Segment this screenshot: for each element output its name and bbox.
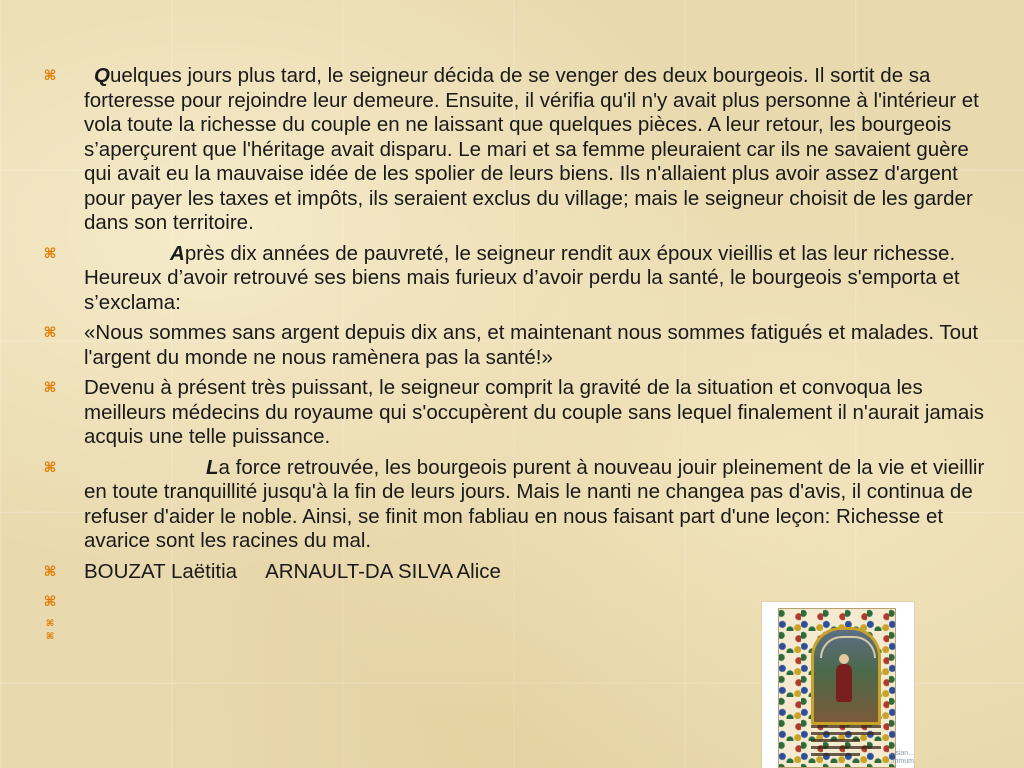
drop-initial: Q <box>94 64 110 87</box>
paragraph-4 <box>40 376 995 450</box>
paragraph-3 <box>40 321 995 370</box>
paragraph-1 <box>40 64 995 236</box>
bullet-icon: ⌘ <box>43 324 57 340</box>
bullet-icon: ⌘ <box>43 593 57 609</box>
bullet-icon: ⌘ <box>45 618 55 628</box>
manuscript-page <box>778 608 896 768</box>
bullet-icon: ⌘ <box>43 458 57 475</box>
bullet-list <box>40 64 995 644</box>
paragraph-text: Devenu à présent très puissant, le seigneur comprit la gravité de la situation et convoqua les meilleurs médecins du royaume qui s'occupèrent du couple sans lequel finalement il n'aurait jamais acquis une telle puissance. <box>84 376 985 448</box>
authors-line <box>40 560 995 585</box>
paragraph-5 <box>40 456 995 554</box>
paragraph-2 <box>40 242 995 316</box>
paragraph-text: uelques jours plus tard, le seigneur décida de se venger des deux bourgeois. Il sortit de sa forteresse pour rejoindre leur demeure. Ensuite, il vérifia qu'il n'y avait plus personne à l'intérieur et vola toute la richesse du couple en ne laissant que quelques pièces. A leur retour, les bourgeois s’aperçurent que l'héritage avait disparu. Le mari et sa femme pleuraient car ils ne savaient guère qui avait eu la mauvaise idée de les spolier de leurs biens. Ils n'allaient plus avoir assez d'argent pour payer les taxes et impôts, ils seraient exclus du village; mais le seigneur choisit de les garder dans son territoire. <box>84 64 979 234</box>
image-caption: ...sian... ...mmum <box>886 750 914 765</box>
drop-initial: A <box>170 241 185 265</box>
bullet-icon: ⌘ <box>43 562 57 579</box>
drop-initial: L <box>206 455 219 479</box>
miniature-painting <box>811 627 881 725</box>
bullet-icon: ⌘ <box>43 244 57 261</box>
paragraph-text: «Nous sommes sans argent depuis dix ans, et maintenant nous sommes fatigués et malades. Tout l'argent du monde ne nous ramènera pas la santé!» <box>84 321 979 369</box>
paragraph-text: près dix années de pauvreté, le seigneur rendit aux époux vieillis et las leur richesse. Heureux d’avoir retrouvé ses biens mais furieux d’avoir perdu la santé, le bourgeois s'emporta et s’exclama: <box>84 241 960 314</box>
bullet-icon: ⌘ <box>43 379 57 395</box>
author-1: BOUZAT Laëtitia <box>84 559 238 583</box>
bullet-icon: ⌘ <box>45 631 55 641</box>
bullet-icon: ⌘ <box>43 67 57 83</box>
author-2: ARNAULT-DA SILVA Alice <box>265 559 501 583</box>
illuminated-manuscript-image <box>762 602 914 768</box>
paragraph-text: a force retrouvée, les bourgeois purent à nouveau jouir pleinement de la vie et vieillir en toute tranquillité jusqu'à la fin de leurs jours. Mais le nanti ne changea pas d'avis, il continua de refuser d'aider le noble. Ainsi, se finit mon fabliau en nous faisant part d'une leçon: Richesse et avarice sont les racines du mal. <box>84 455 985 552</box>
